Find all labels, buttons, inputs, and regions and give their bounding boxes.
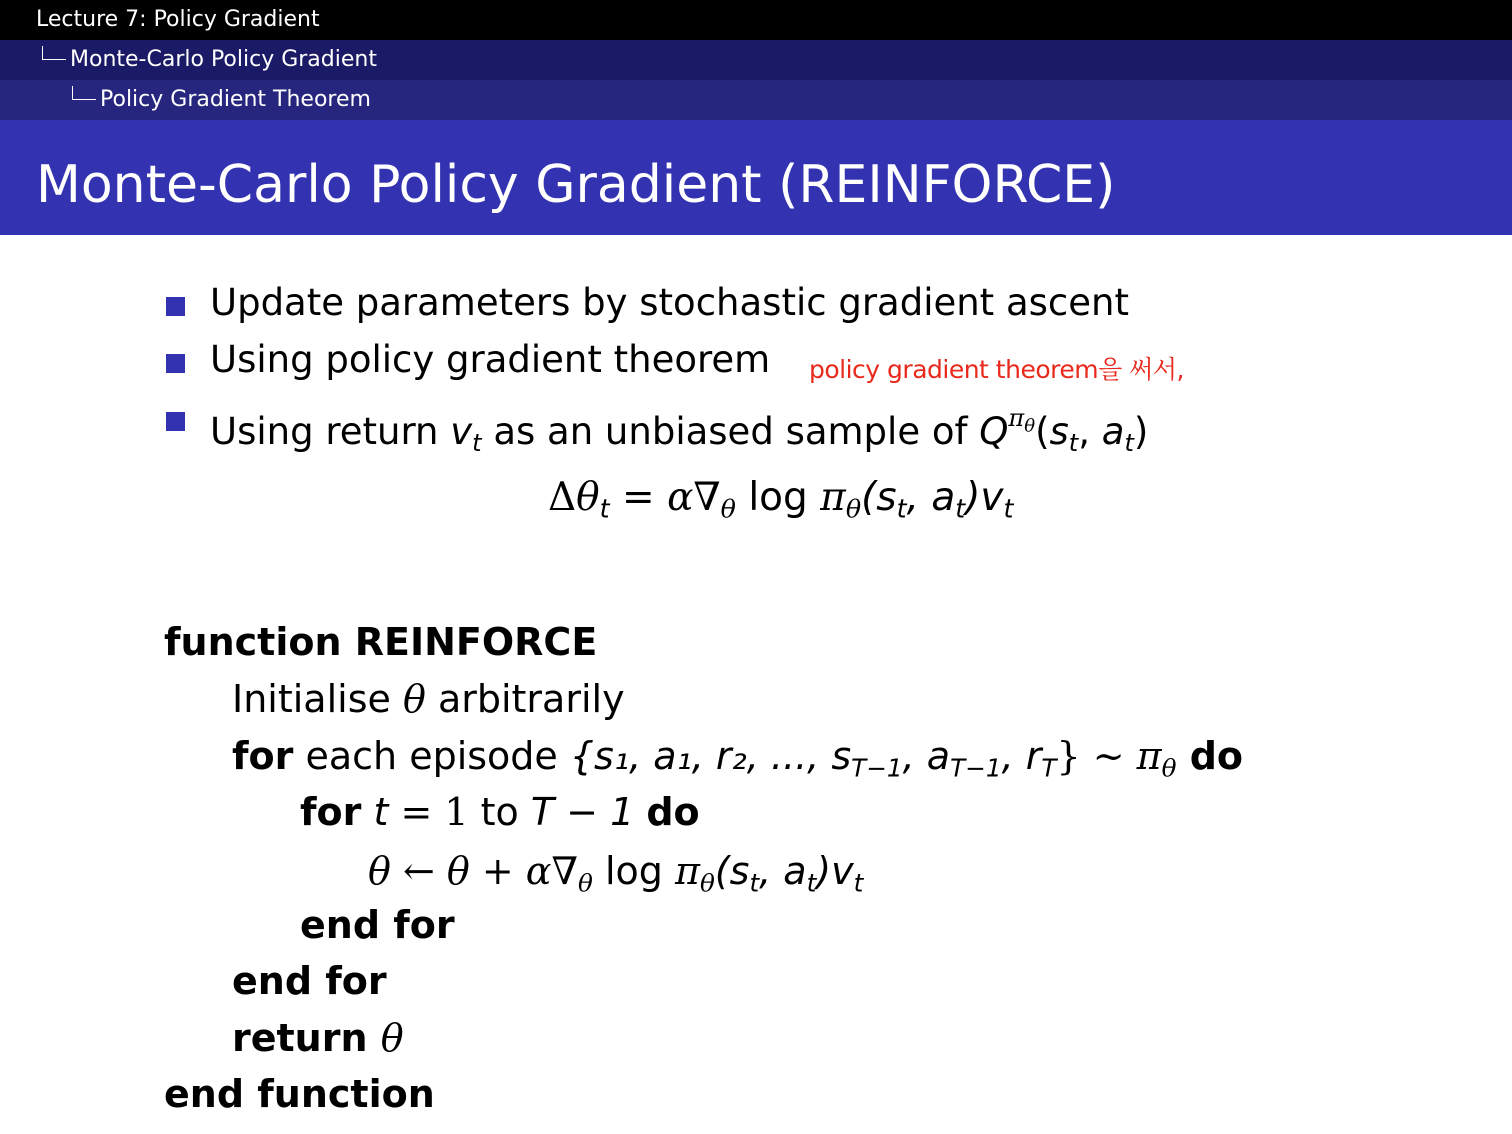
math-theta: θ — [402, 677, 426, 721]
algo-text: each episode — [293, 734, 570, 778]
math-eq: = 1 — [388, 790, 481, 834]
math-log: log — [735, 475, 821, 520]
handwritten-annotation: policy gradient theorem을 써서, — [809, 355, 1184, 384]
math-sub-t: t — [955, 493, 966, 524]
breadcrumb-lecture — [0, 0, 1512, 40]
algo-end-for-outer: end for — [232, 959, 387, 1003]
math-sub: T−1 — [851, 753, 903, 783]
tree-branch-icon — [42, 46, 66, 60]
breadcrumb-lecture-label: Lecture 7: Policy Gradient — [36, 7, 320, 32]
math-sub-theta: θ — [1161, 753, 1177, 783]
bullet-square-icon — [166, 354, 185, 373]
math-sub-t: t — [472, 429, 482, 458]
math-theta: θ — [446, 849, 470, 893]
math-v: v — [450, 410, 473, 454]
math-T: T − 1 — [518, 790, 647, 834]
math-log: log — [592, 849, 675, 893]
math-args: , a — [906, 475, 956, 520]
math-sub-t: t — [1003, 493, 1014, 524]
math-a: a — [1101, 410, 1125, 454]
math-sub-t: t — [1124, 429, 1134, 458]
algo-text: Initialise — [232, 677, 403, 721]
algo-text: arbitrarily — [425, 677, 625, 721]
math-sub-t: t — [749, 868, 760, 898]
math-alpha: α — [525, 849, 552, 893]
bullet-text — [210, 390, 1148, 471]
algo-inner-for-line — [300, 784, 700, 840]
bullet-square-icon — [166, 412, 185, 431]
math-sub-t: t — [599, 493, 610, 524]
math-t: t — [361, 790, 389, 834]
algo-keyword: for — [232, 734, 294, 778]
algo-function-header: function REINFORCE — [164, 620, 598, 664]
math-theta: θ — [368, 849, 391, 893]
math-equals: = — [609, 475, 668, 520]
math-args: (s — [861, 475, 897, 520]
math-nabla: ∇ — [693, 475, 721, 520]
math-sub-t: t — [853, 868, 864, 898]
math-nabla: ∇ — [551, 849, 578, 893]
math-args: (s — [714, 849, 750, 893]
math-comma: , — [1078, 410, 1102, 454]
math-episode: , r — [1001, 734, 1042, 778]
algo-return-line — [232, 1010, 404, 1066]
math-Q: Q — [979, 410, 1009, 454]
math-sim: ∼ — [1080, 734, 1137, 778]
update-equation — [548, 470, 1013, 537]
math-sub-t: t — [806, 868, 817, 898]
tree-branch-icon — [72, 86, 96, 100]
math-sub-theta: θ — [578, 868, 593, 898]
bullet-text-middle: as an unbiased sample of — [481, 410, 980, 454]
math-pi: π — [674, 849, 700, 893]
math-theta: θ — [576, 475, 600, 520]
algo-keyword: return — [232, 1016, 381, 1060]
math-sub-t: t — [896, 493, 907, 524]
math-paren: ) — [1133, 410, 1149, 454]
algo-keyword: do — [1176, 734, 1244, 778]
math-sub-theta: θ — [699, 868, 715, 898]
math-paren: ( — [1035, 410, 1050, 454]
math-episode: {s₁, a₁, r₂, ..., s — [569, 734, 852, 778]
bullet-text: Update parameters by stochastic gradient ascent — [210, 281, 1129, 324]
slide-title: Monte-Carlo Policy Gradient (REINFORCE) — [36, 155, 1116, 215]
math-s: s — [1049, 410, 1069, 454]
math-theta: θ — [380, 1016, 404, 1060]
bullet-text-prefix: Using return — [210, 410, 451, 454]
breadcrumb-subsection — [0, 80, 1512, 120]
math-pi: π — [1136, 734, 1162, 778]
math-sub-t: t — [1068, 429, 1079, 458]
slide-title-bar — [0, 120, 1512, 235]
breadcrumb-subsection-label: Policy Gradient Theorem — [100, 87, 371, 112]
algo-text: to — [480, 790, 519, 834]
math-sub-theta: θ — [845, 493, 862, 524]
math-alpha: α — [667, 475, 694, 520]
math-brace: } — [1056, 734, 1081, 778]
algo-end-for-inner: end for — [300, 903, 455, 947]
bullet-square-icon — [166, 297, 185, 316]
math-delta: Δ — [548, 475, 577, 520]
math-pi: π — [1008, 404, 1025, 432]
algo-init-line — [232, 671, 625, 727]
math-plus: + — [469, 849, 526, 893]
math-args: )v — [965, 475, 1004, 520]
breadcrumb-section — [0, 40, 1512, 80]
math-sub-theta: θ — [720, 493, 736, 524]
math-arrow: ← — [390, 849, 447, 893]
math-args: , a — [759, 849, 807, 893]
algo-keyword: for — [300, 790, 362, 834]
math-sup-pi — [1008, 404, 1036, 437]
math-pi: π — [820, 475, 846, 520]
math-episode: , a — [902, 734, 951, 778]
breadcrumb-section-label: Monte-Carlo Policy Gradient — [70, 47, 377, 72]
algo-end-function: end function — [164, 1072, 435, 1116]
math-sub: T−1 — [950, 753, 1002, 783]
math-theta: θ — [1024, 415, 1036, 437]
algo-keyword: do — [646, 790, 700, 834]
math-args: )v — [816, 849, 854, 893]
math-sub: T — [1041, 753, 1057, 783]
bullet-text: Using policy gradient theorem — [210, 338, 771, 381]
